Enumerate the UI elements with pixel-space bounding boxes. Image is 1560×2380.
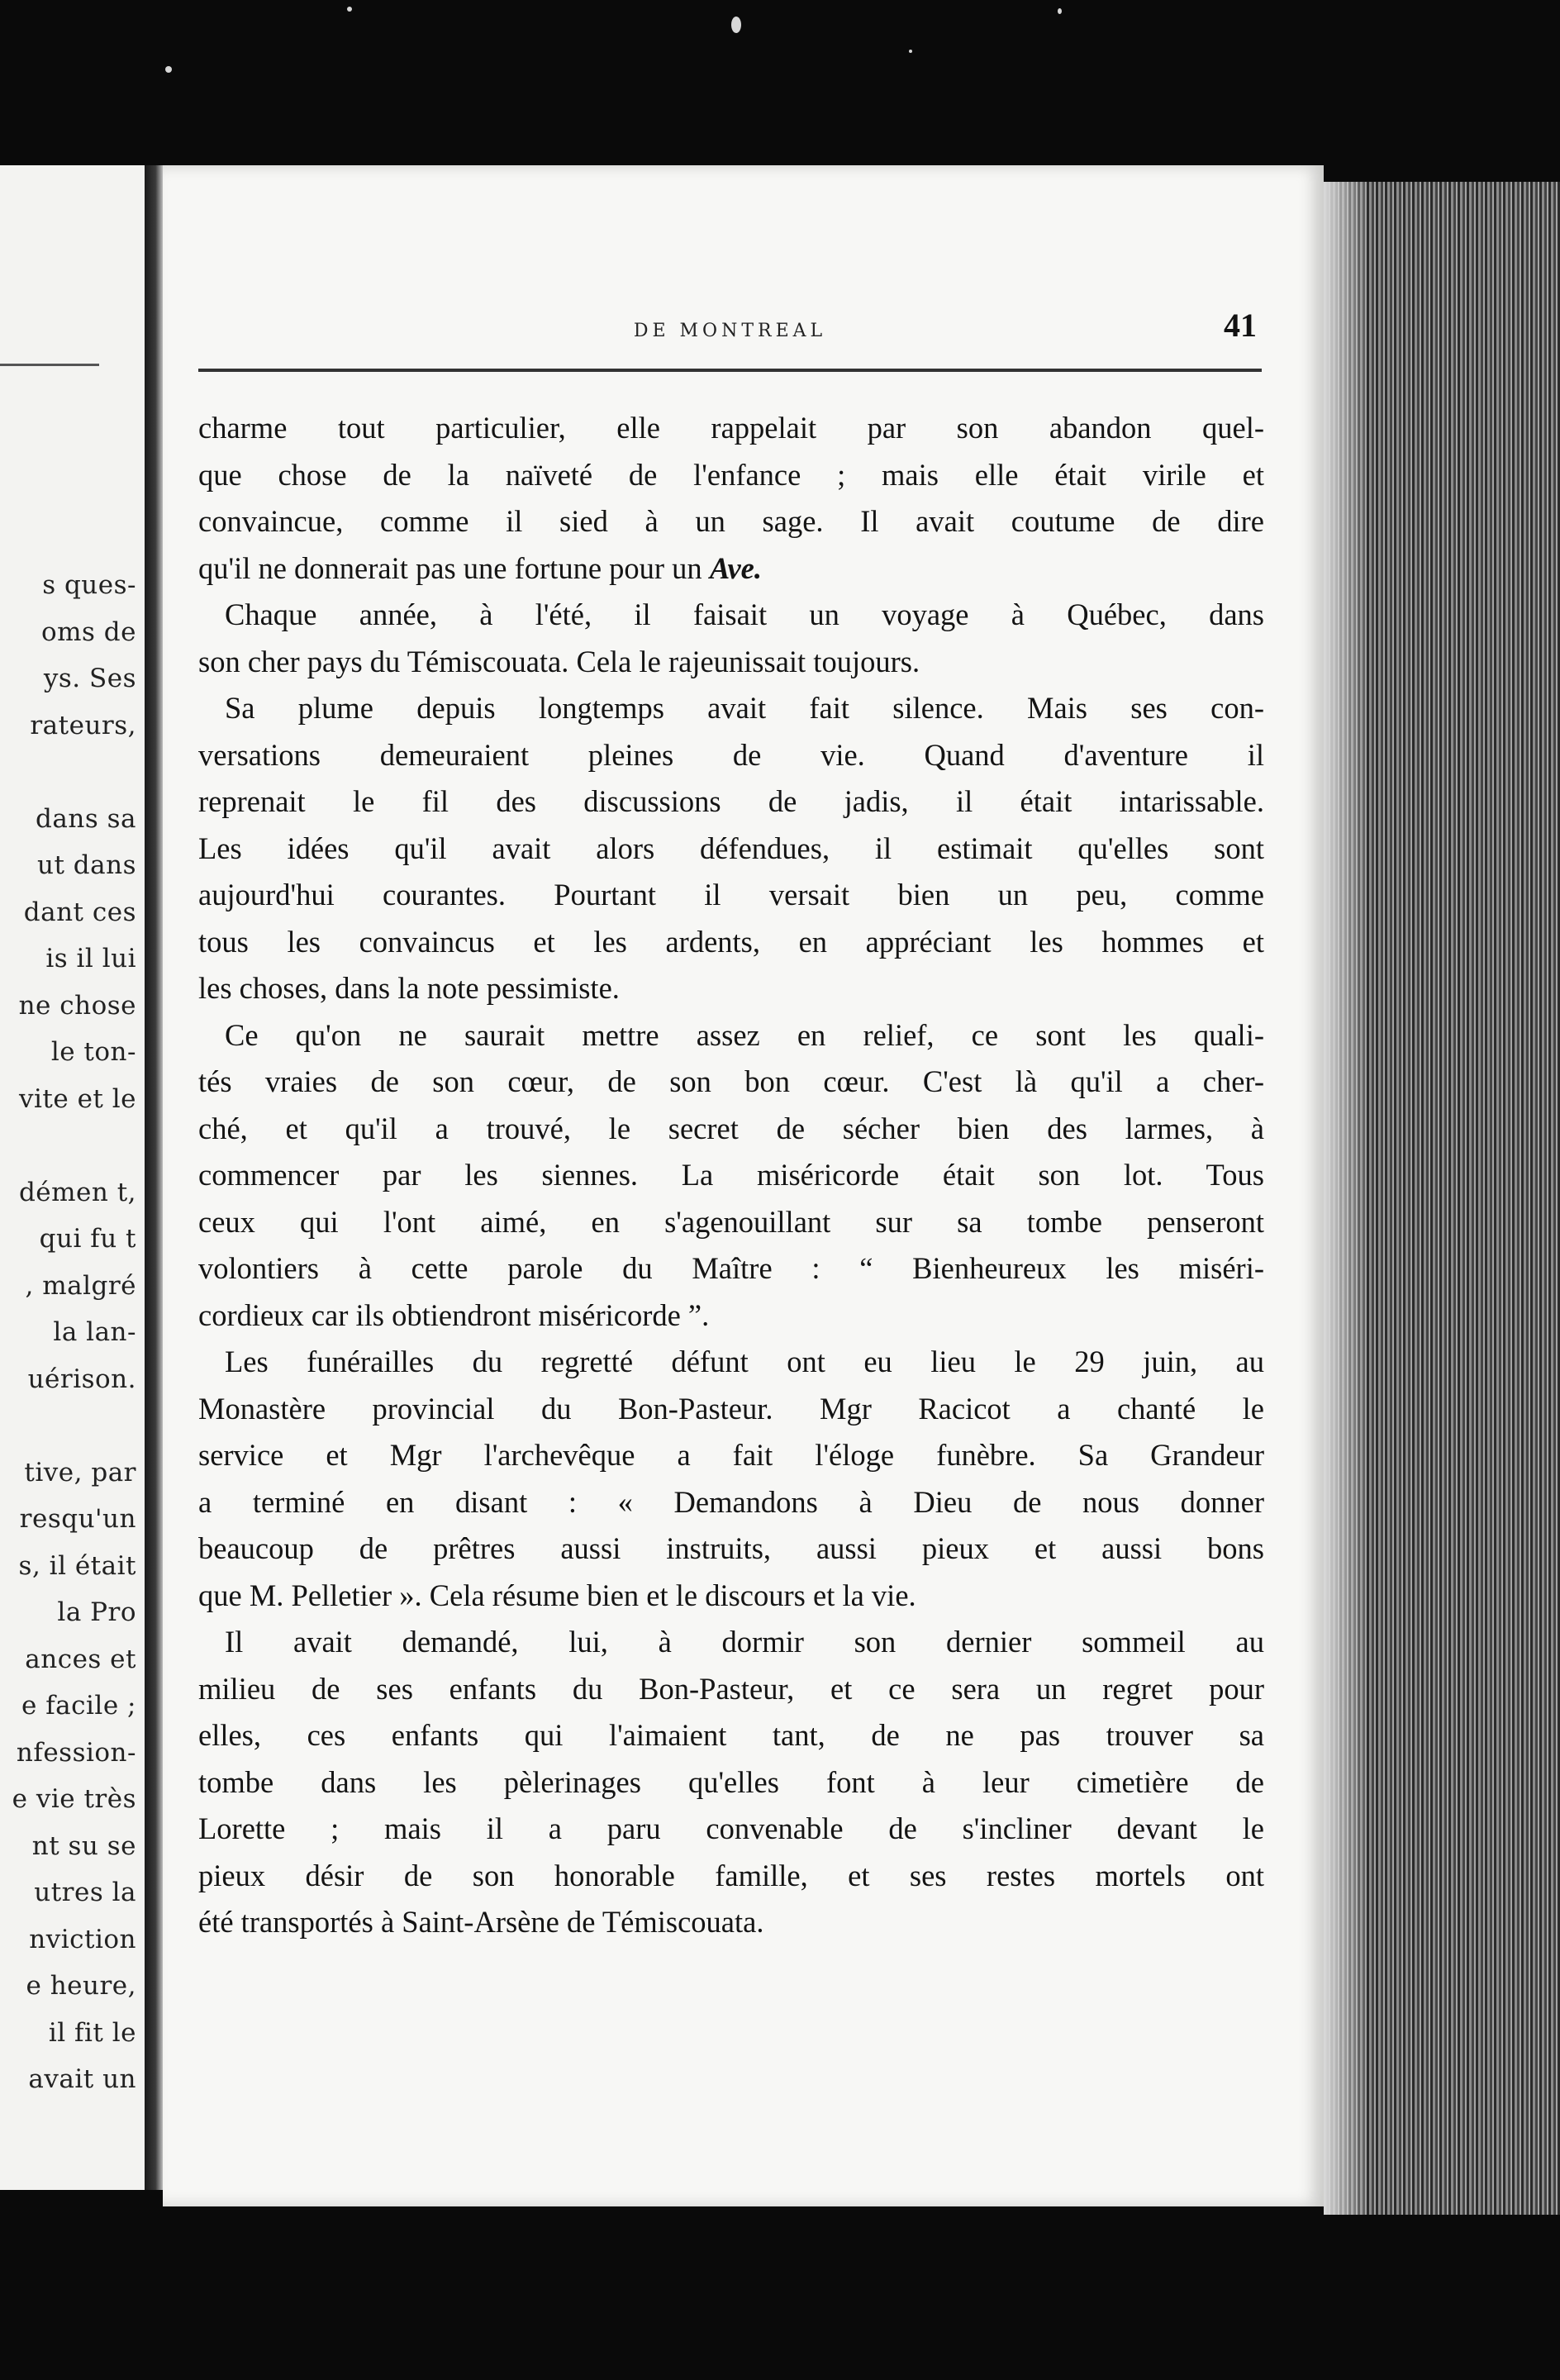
- left-page-line: e heure,: [26, 1971, 136, 2001]
- text-line-content: Les funérailles du regretté défunt ont eu lieu le 29 juin, au: [225, 1345, 1264, 1378]
- text-line-content: milieu de ses enfants du Bon-Pasteur, et ce sera un regret pour: [198, 1671, 1264, 1706]
- text-line-content: commencer par les siennes. La miséricorde était son lot. Tous: [198, 1158, 1264, 1192]
- text-line-content: été transportés à Saint-Arsène de Témiscouata.: [198, 1905, 764, 1939]
- text-line-content: qu'il ne donnerait pas une fortune pour un: [198, 550, 702, 585]
- text-line-content: Il avait demandé, lui, à dormir son dernier sommeil au: [225, 1625, 1264, 1659]
- header-rule: [198, 369, 1262, 372]
- text-line-content: aujourd'hui courantes. Pourtant il versait bien un peu, comme: [198, 878, 1264, 912]
- text-line-content: convaincue, comme il sied à un sage. Il avait coutume de dire: [198, 504, 1264, 538]
- left-page-line: uérison.: [27, 1364, 136, 1394]
- left-page-line: s ques-: [42, 570, 136, 600]
- text-line: [198, 1619, 1264, 1666]
- text-line: [198, 1526, 1264, 1573]
- text-line: [198, 592, 1264, 639]
- left-page-line: ances et: [25, 1644, 136, 1674]
- text-line-content: tombe dans les pèlerinages qu'elles font à leur cimetière de: [198, 1764, 1264, 1799]
- left-page-line: vite et le: [18, 1083, 136, 1114]
- left-page-line: démen t,: [18, 1177, 136, 1207]
- text-line-content: que M. Pelletier ». Cela résume bien et le discours et la vie.: [198, 1578, 916, 1612]
- left-page-line: e facile ;: [21, 1691, 136, 1721]
- paragraph: [198, 1012, 1264, 1340]
- text-line: [198, 452, 1264, 499]
- page-edges-highlight: [1324, 182, 1365, 2215]
- left-page-line: avait un: [28, 2064, 136, 2094]
- left-page-line: rateurs,: [30, 710, 136, 740]
- text-line-content: a terminé en disant : « Demandons à Dieu de nous donner: [198, 1484, 1264, 1519]
- left-page-line: nfession-: [16, 1737, 136, 1768]
- left-page-line: ut dans: [37, 850, 136, 880]
- text-line: [198, 1479, 1264, 1526]
- left-page-line: resqu'un: [19, 1504, 136, 1534]
- text-line: [198, 919, 1264, 966]
- text-line-content: versations demeuraient pleines de vie. Quand d'aventure il: [198, 737, 1264, 772]
- text-line: [198, 1899, 1264, 1946]
- left-page-line: il fit le: [48, 2017, 136, 2048]
- left-page-line: qui fu t: [39, 1224, 136, 1254]
- paragraph: [198, 1339, 1264, 1619]
- emphasized-word: Ave.: [709, 550, 762, 585]
- left-page-line: ne chose: [18, 990, 136, 1021]
- text-line: [198, 1432, 1264, 1479]
- paragraph: [198, 1619, 1264, 1946]
- page-number: 41: [1224, 307, 1257, 344]
- text-line: [198, 1853, 1264, 1900]
- book-gutter: [145, 165, 163, 2190]
- paragraph: [198, 685, 1264, 1012]
- book-page: [163, 165, 1324, 2206]
- text-line: [198, 639, 1264, 686]
- text-line: [198, 1712, 1264, 1759]
- left-facing-page: [0, 165, 145, 2190]
- text-line-content: tés vraies de son cœur, de son bon cœur. C'est là qu'il a cher-: [198, 1064, 1264, 1098]
- left-page-line: [12, 1122, 136, 1169]
- text-line: [198, 826, 1264, 873]
- paragraph: [198, 405, 1264, 592]
- text-line: [198, 1106, 1264, 1153]
- text-line: [198, 1199, 1264, 1246]
- left-page-line: ys. Ses: [43, 664, 136, 693]
- text-line-content: volontiers à cette parole du Maître : “ Bienheureux les miséri-: [198, 1251, 1264, 1285]
- text-line: [198, 1759, 1264, 1806]
- text-line-content: Chaque année, à l'été, il faisait un voyage à Québec, dans: [225, 597, 1264, 631]
- text-line: [198, 405, 1264, 452]
- text-line-content: son cher pays du Témiscouata. Cela le rajeunissait toujours.: [198, 644, 920, 678]
- text-line-content: Sa plume depuis longtemps avait fait silence. Mais ses con-: [225, 691, 1264, 725]
- page-header: [198, 306, 1262, 355]
- left-page-line: la lan-: [53, 1317, 136, 1347]
- text-line-content: les choses, dans la note pessimiste.: [198, 971, 620, 1005]
- left-page-rule: [0, 364, 99, 366]
- text-line-content: elles, ces enfants qui l'aimaient tant, de ne pas trouver sa: [198, 1718, 1264, 1752]
- left-page-line: [12, 749, 136, 796]
- text-line-content: Les idées qu'il avait alors défendues, il estimait qu'elles sont: [198, 831, 1264, 865]
- left-page-line: dant ces: [23, 897, 136, 927]
- text-line-content: ceux qui l'ont aimé, en s'agenouillant sur sa tombe penseront: [198, 1204, 1264, 1239]
- text-line: [198, 545, 1264, 593]
- text-line: [198, 498, 1264, 545]
- left-page-text: [12, 562, 136, 2103]
- running-head: DE MONTREAL: [633, 321, 827, 341]
- left-page-line: s, il était: [18, 1550, 136, 1581]
- text-line: [198, 872, 1264, 919]
- left-page-line: le ton-: [50, 1037, 136, 1067]
- text-line-content: pieux désir de son honorable famille, et ses restes mortels ont: [198, 1858, 1264, 1892]
- left-page-line: utres la: [34, 1878, 136, 1907]
- left-page-line: , malgré: [25, 1270, 136, 1301]
- left-page-line: oms de: [40, 616, 136, 647]
- text-line: [198, 778, 1264, 826]
- text-line: [198, 1245, 1264, 1292]
- text-line-content: charme tout particulier, elle rappelait par son abandon quel-: [198, 411, 1264, 445]
- left-page-line: nviction: [29, 1924, 136, 1954]
- text-line: [198, 1666, 1264, 1713]
- text-line: [198, 1292, 1264, 1340]
- text-line-content: service et Mgr l'archevêque a fait l'éloge funèbre. Sa Grandeur: [198, 1438, 1264, 1472]
- text-line-content: tous les convaincus et les ardents, en appréciant les hommes et: [198, 924, 1264, 959]
- text-line-content: beaucoup de prêtres aussi instruits, aussi pieux et aussi bons: [198, 1531, 1264, 1565]
- text-line-content: que chose de la naïveté de l'enfance ; mais elle était virile et: [198, 457, 1264, 492]
- left-page-line: la Pro: [57, 1597, 136, 1627]
- text-line: [198, 1152, 1264, 1199]
- text-line-content: reprenait le fil des discussions de jadis, il était intarissable.: [198, 784, 1264, 818]
- text-line: [198, 1339, 1264, 1386]
- text-line: [198, 1806, 1264, 1853]
- text-line: [198, 1012, 1264, 1059]
- left-page-line: nt su se: [31, 1830, 136, 1861]
- left-page-line: tive, par: [24, 1457, 136, 1488]
- text-line: [198, 1386, 1264, 1433]
- text-line-content: cordieux car ils obtiendront miséricorde ”.: [198, 1297, 710, 1332]
- text-line: [198, 732, 1264, 779]
- left-page-line: dans sa: [36, 803, 136, 834]
- text-line-content: ché, et qu'il a trouvé, le secret de sécher bien des larmes, à: [198, 1111, 1264, 1145]
- text-line: [198, 685, 1264, 732]
- left-page-line: is il lui: [45, 944, 136, 973]
- text-line-content: Monastère provincial du Bon-Pasteur. Mgr Racicot a chanté le: [198, 1391, 1264, 1426]
- left-page-line: e vie très: [12, 1784, 136, 1814]
- text-line-content: Lorette ; mais il a paru convenable de s'incliner devant le: [198, 1811, 1264, 1845]
- body-text: [198, 405, 1264, 1946]
- left-page-line: [12, 1402, 136, 1449]
- text-line-content: Ce qu'on ne saurait mettre assez en relief, ce sont les quali-: [225, 1017, 1264, 1052]
- text-line: [198, 965, 1264, 1012]
- text-line: [198, 1059, 1264, 1106]
- text-line: [198, 1573, 1264, 1620]
- paragraph: [198, 592, 1264, 685]
